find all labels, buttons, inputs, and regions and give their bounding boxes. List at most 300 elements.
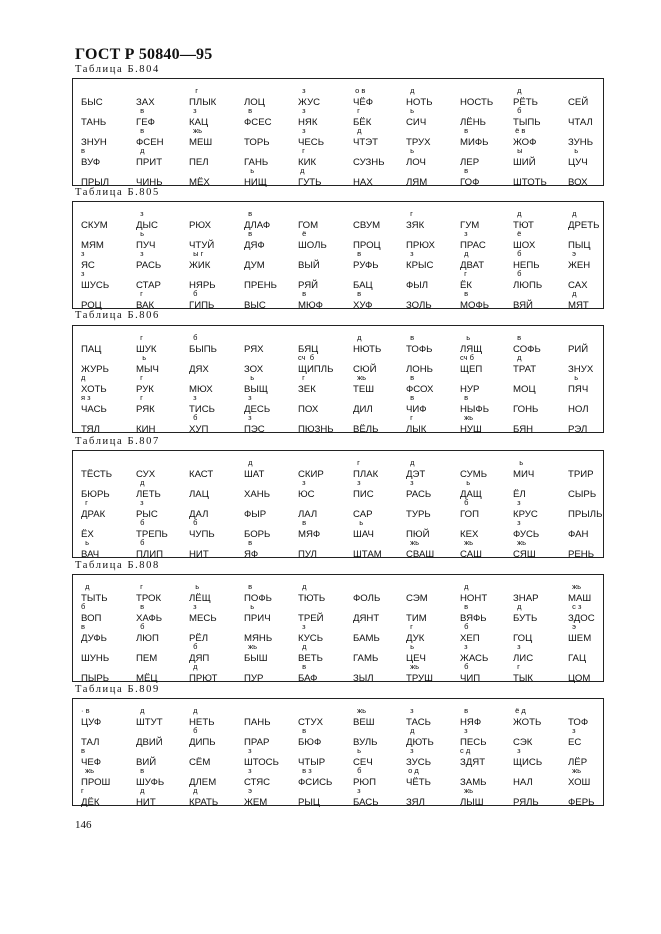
syllable-word: ДЯФ (244, 240, 265, 252)
error-marks: б (189, 518, 198, 527)
syllable-word: НЯРЬ (189, 280, 216, 292)
error-marks: д (353, 333, 362, 342)
error-marks: з (406, 249, 414, 258)
error-marks: в (406, 373, 415, 382)
error-marks: д (568, 209, 577, 218)
syllable-word: ВЫЩ (244, 384, 268, 396)
syllable-word: ЖЕН (568, 260, 591, 272)
syllable-word: СТЯС (244, 777, 271, 789)
syllable-word: ДВИЙ (136, 737, 163, 749)
syllable-word: ХОТЬ (81, 384, 107, 396)
syllable-word: ГОМ (298, 220, 319, 232)
syllable-word: ЩИСЬ (513, 757, 543, 769)
syllable-word: КИН (136, 424, 156, 436)
error-marks: о д (406, 766, 419, 775)
error-marks: ь (406, 146, 415, 155)
table-cell (564, 623, 628, 644)
error-marks: в (460, 602, 469, 611)
syllable-word: ДЯХ (189, 364, 209, 376)
error-marks: з (406, 478, 414, 487)
table-cell (564, 414, 628, 435)
error-marks: д (568, 289, 577, 298)
syllable-word: ТОФ (568, 717, 589, 729)
syllable-word: ЗОЛЬ (406, 300, 432, 312)
syllable-word: СВАШ (406, 549, 435, 561)
error-marks: г (460, 269, 467, 278)
syllable-word: ФСЕН (136, 137, 164, 149)
error-marks: в (298, 518, 307, 527)
syllable-word: МЯТ (568, 300, 589, 312)
syllable-word: НУШ (460, 424, 482, 436)
syllable-word: ГУТЬ (298, 177, 322, 189)
error-marks: ь (244, 602, 255, 611)
table-cell (564, 727, 628, 748)
syllable-word: ПЯЧ (568, 384, 589, 396)
syllable-word: БОРЬ (244, 529, 271, 541)
error-marks: · в (81, 706, 90, 715)
syllable-word: ДВАТ (460, 260, 485, 272)
syllable-word: ПЮЙ (406, 529, 430, 541)
syllable-word: ЛЕТЬ (136, 489, 161, 501)
error-marks: г (298, 146, 305, 155)
syllable-word: ВЕТЬ (298, 653, 323, 665)
error-marks: б (513, 269, 522, 278)
syllable-word: БЮФ (298, 737, 322, 749)
error-marks: в (353, 249, 362, 258)
error-marks: д (298, 582, 307, 591)
syllable-word: ДУК (406, 633, 425, 645)
syllable-word: ЛЮПЬ (513, 280, 543, 292)
error-marks: з (298, 86, 306, 95)
syllable-word: ФОЛЬ (353, 593, 381, 605)
error-marks: б (136, 538, 145, 547)
syllable-word: ЧАСЬ (81, 404, 107, 416)
error-marks: сч б (298, 353, 315, 362)
syllable-word: ВОП (81, 613, 102, 625)
syllable-word: РЫС (136, 509, 158, 521)
syllable-word: НЕПЬ (513, 260, 540, 272)
syllable-word: НАХ (353, 177, 373, 189)
syllable-word: НОНТ (460, 593, 488, 605)
error-marks: з (244, 393, 252, 402)
syllable-word: ПЕМ (136, 653, 158, 665)
syllable-word: КАЦ (189, 117, 209, 129)
error-marks: ы (513, 146, 523, 155)
syllable-word: ШТОСЬ (244, 757, 279, 769)
syllable-word: ШТОТЬ (513, 177, 547, 189)
error-marks: ь (406, 642, 415, 651)
table-cell (564, 479, 628, 500)
syllable-word: ЧЕФ (81, 757, 102, 769)
syllable-word: РЯЙ (298, 280, 319, 292)
syllable-word: БЯН (513, 424, 534, 436)
syllable-word: БАФ (298, 673, 318, 685)
table-cell (564, 147, 628, 168)
error-marks: з (189, 602, 197, 611)
syllable-word: ПЕЛ (189, 157, 209, 169)
syllable-word: ДИЛ (353, 404, 373, 416)
syllable-word: ЛЫК (406, 424, 427, 436)
error-marks: д (81, 373, 86, 382)
syllable-word: ШИЙ (513, 157, 536, 169)
syllable-word: МЯНЬ (244, 633, 273, 645)
syllable-word: МАШ (568, 593, 592, 605)
error-marks: ь (460, 478, 471, 487)
syllable-word: НАЛ (513, 777, 533, 789)
syllable-word: НОТЬ (406, 97, 433, 109)
syllable-word: ТАЛ (81, 737, 100, 749)
syllable-word: ПИС (353, 489, 374, 501)
error-marks: в з (298, 766, 312, 775)
error-marks: г (406, 622, 413, 631)
syllable-word: ТЫК (513, 673, 533, 685)
syllable-word: МЕСЬ (189, 613, 217, 625)
syllable-word: ПРЮТ (189, 673, 218, 685)
syllable-word: ЛАЛ (298, 509, 318, 521)
syllable-word: МЕШ (189, 137, 213, 149)
syllable-word: РЫЦ (298, 797, 320, 809)
error-marks: б (513, 249, 522, 258)
error-marks: в (460, 289, 469, 298)
syllable-word: ЛЁЩ (189, 593, 211, 605)
syllable-word: ПУР (244, 673, 264, 685)
syllable-word: ЗНАР (513, 593, 539, 605)
error-marks: г (136, 289, 143, 298)
error-marks: г (81, 786, 84, 795)
syllable-word: МЮХ (189, 384, 213, 396)
syllable-word: ЗЕК (298, 384, 316, 396)
error-marks: з (189, 106, 197, 115)
syllable-word: НИТ (189, 549, 209, 561)
syllable-word: ЁХ (81, 529, 94, 541)
word-table (72, 574, 604, 685)
syllable-word: СИЧ (406, 117, 427, 129)
syllable-word: СУХ (136, 469, 156, 481)
syllable-word: ФЕРЬ (568, 797, 595, 809)
table-cell (564, 270, 628, 291)
syllable-word: ДЯНТ (353, 613, 380, 625)
syllable-word: ВЕШ (353, 717, 375, 729)
error-marks: з (298, 478, 306, 487)
error-marks: в (298, 726, 307, 735)
error-marks: б (81, 602, 86, 611)
syllable-word: НЯК (298, 117, 318, 129)
syllable-word: РЁЛ (189, 633, 209, 645)
syllable-word: ЧУПЬ (189, 529, 215, 541)
syllable-word: БЮРЬ (81, 489, 110, 501)
syllable-word: ЗОХ (244, 364, 264, 376)
syllable-word: ЗАХ (136, 97, 155, 109)
error-marks: д (81, 582, 90, 591)
syllable-word: ГАЦ (568, 653, 587, 665)
syllable-word: ЖУРЬ (81, 364, 109, 376)
error-marks: г (513, 662, 520, 671)
error-marks: ь (136, 229, 145, 238)
error-marks: д (298, 642, 307, 651)
error-marks: г (136, 373, 143, 382)
error-marks: з (136, 498, 144, 507)
syllable-word: ТЮТ (513, 220, 534, 232)
error-marks: д (189, 706, 198, 715)
word-table (72, 450, 604, 561)
syllable-word: ЖИК (189, 260, 211, 272)
syllable-word: СКИР (298, 469, 324, 481)
syllable-word: ПУЛ (298, 549, 317, 561)
syllable-word: ПРЫЛЬ (568, 509, 603, 521)
syllable-word: ТРЕПЬ (136, 529, 168, 541)
error-marks: б (460, 498, 469, 507)
syllable-word: ЯФ (244, 549, 259, 561)
syllable-word: ЁЛ (513, 489, 526, 501)
syllable-word: ПЛАК (353, 469, 379, 481)
syllable-word: СВУМ (353, 220, 381, 232)
syllable-word: ТЁСТЬ (81, 469, 113, 481)
syllable-word: ЗДОС (568, 613, 595, 625)
syllable-word: ТРИР (568, 469, 594, 481)
error-marks: г (136, 582, 143, 591)
error-marks: жь (460, 538, 474, 547)
syllable-word: ПРИЧ (244, 613, 271, 625)
error-marks: з (244, 746, 252, 755)
syllable-word: ТАСЬ (406, 717, 431, 729)
syllable-word: ШОЛЬ (298, 240, 327, 252)
error-marks: г (81, 498, 88, 507)
error-marks: б (136, 622, 145, 631)
syllable-word: РЯЛЬ (513, 797, 539, 809)
syllable-word: МЯФ (298, 529, 321, 541)
error-marks: д (406, 726, 415, 735)
syllable-word: ЗНУХ (568, 364, 594, 376)
syllable-word: ПРЫЛ (81, 177, 110, 189)
syllable-word: РЯК (136, 404, 155, 416)
syllable-word: ЛОЧ (406, 157, 426, 169)
table-cell (564, 583, 628, 604)
syllable-word: СЭК (513, 737, 533, 749)
syllable-word: РУК (136, 384, 154, 396)
error-marks: в (244, 582, 253, 591)
error-marks: з (406, 746, 414, 755)
error-marks: б (460, 662, 469, 671)
error-marks: з (353, 786, 361, 795)
error-marks: ь (406, 106, 415, 115)
error-marks: в (81, 622, 85, 631)
syllable-word: ШТАМ (353, 549, 382, 561)
error-marks: ь (460, 333, 471, 342)
syllable-word: ЛЁНЬ (460, 117, 486, 129)
syllable-word: РЭЛ (568, 424, 588, 436)
error-marks: в (244, 106, 253, 115)
table-cell (564, 167, 628, 188)
syllable-word: ПРОЦ (353, 240, 381, 252)
table-cell (564, 539, 628, 560)
syllable-word: БАСЬ (353, 797, 379, 809)
syllable-word: ПОФЬ (244, 593, 272, 605)
syllable-word: ДАЛ (189, 509, 209, 521)
error-marks: жь (353, 373, 367, 382)
table-cell (564, 499, 628, 520)
table-label: Таблица Б.809 (75, 684, 160, 695)
syllable-word: ВЯФЬ (460, 613, 487, 625)
syllable-word: МЫЧ (136, 364, 159, 376)
syllable-word: ВЯЙ (513, 300, 533, 312)
table-cell (564, 603, 628, 624)
syllable-word: ДЕСЬ (244, 404, 271, 416)
syllable-word: КАСТ (189, 469, 214, 481)
syllable-word: ШАТ (244, 469, 265, 481)
syllable-word: БАМЬ (353, 633, 380, 645)
error-marks: в (244, 229, 253, 238)
syllable-word: ЦОМ (568, 673, 591, 685)
syllable-word: СЭМ (406, 593, 428, 605)
syllable-word: РЮХ (189, 220, 212, 232)
error-marks: д (298, 166, 305, 175)
syllable-word: ЦУЧ (568, 157, 588, 169)
error-marks: жь (568, 766, 582, 775)
error-marks: з (353, 478, 361, 487)
error-marks: в (406, 393, 415, 402)
syllable-word: БЯЦ (298, 344, 319, 356)
syllable-word: НЮТЬ (353, 344, 382, 356)
error-marks: э (568, 622, 576, 631)
syllable-word: ДУФЬ (81, 633, 107, 645)
error-marks: г (298, 373, 305, 382)
syllable-word: ЕС (568, 737, 582, 749)
syllable-word: ВЫЙ (298, 260, 320, 272)
syllable-word: ЖЕМ (244, 797, 268, 809)
error-marks: д (136, 706, 145, 715)
syllable-word: ДРЕТЬ (568, 220, 600, 232)
error-marks: жь (406, 662, 420, 671)
syllable-word: БАЦ (353, 280, 373, 292)
syllable-word: БЫПЬ (189, 344, 217, 356)
syllable-word: БЁК (353, 117, 372, 129)
table-cell (564, 643, 628, 664)
syllable-word: ВАЧ (81, 549, 100, 561)
page-number: 146 (75, 819, 92, 831)
syllable-word: ХУП (189, 424, 209, 436)
error-marks: д (244, 458, 253, 467)
error-marks: в (136, 126, 145, 135)
error-marks: з (460, 229, 468, 238)
syllable-word: ЧЁФ (353, 97, 374, 109)
error-marks: з (298, 622, 306, 631)
error-marks: э (244, 786, 252, 795)
error-marks: д (189, 786, 198, 795)
error-marks: з (244, 766, 252, 775)
syllable-word: МИФЬ (460, 137, 489, 149)
syllable-word: РАСЬ (136, 260, 162, 272)
syllable-word: ПРЕНЬ (244, 280, 277, 292)
error-marks: з (406, 706, 414, 715)
syllable-word: ДЛЕМ (189, 777, 217, 789)
syllable-word: ГОФ (460, 177, 480, 189)
error-marks: жь (568, 582, 582, 591)
syllable-word: ТЯЛ (81, 424, 100, 436)
error-marks: з (81, 249, 85, 258)
syllable-word: ТРЕЙ (298, 613, 324, 625)
syllable-word: ГАМЬ (353, 653, 379, 665)
syllable-word: ТЕШ (353, 384, 375, 396)
table-cell (564, 107, 628, 128)
error-marks: жь (353, 706, 367, 715)
syllable-word: ЗЯК (406, 220, 425, 232)
syllable-word: ТРОК (136, 593, 162, 605)
error-marks: ь (81, 538, 90, 547)
syllable-word: ДУМ (244, 260, 265, 272)
table-cell (564, 747, 628, 768)
syllable-word: ХАФЬ (136, 613, 163, 625)
table-label: Таблица Б.804 (75, 64, 160, 75)
error-marks: ё д (513, 706, 526, 715)
table-cell (564, 250, 628, 271)
syllable-word: ТЫПЬ (513, 117, 541, 129)
table-cell (564, 787, 628, 808)
syllable-word: ШУК (136, 344, 157, 356)
error-marks: э (568, 249, 576, 258)
syllable-word: ЛОЦ (244, 97, 265, 109)
syllable-word: ЗУНЬ (568, 137, 594, 149)
error-marks: в (136, 106, 145, 115)
error-marks: г (189, 86, 198, 95)
error-marks: ё в (513, 126, 526, 135)
syllable-word: ТАНЬ (81, 117, 107, 129)
error-marks: б (189, 642, 198, 651)
error-marks: з (244, 413, 252, 422)
error-marks: з (513, 642, 521, 651)
error-marks: з (513, 498, 521, 507)
syllable-word: НЫФЬ (460, 404, 490, 416)
error-marks: з (513, 518, 521, 527)
syllable-word: ХУФ (353, 300, 373, 312)
syllable-word: ТРУХ (406, 137, 431, 149)
syllable-word: МЁЦ (136, 673, 158, 685)
syllable-word: КУСЬ (298, 633, 324, 645)
error-marks: г (353, 458, 360, 467)
syllable-word: ЩИПЛЬ (298, 364, 334, 376)
error-marks: в (244, 209, 253, 218)
error-marks: б (353, 766, 362, 775)
syllable-word: РЕНЬ (568, 549, 595, 561)
error-marks: б (189, 726, 198, 735)
error-marks: в (406, 333, 415, 342)
syllable-word: СТАР (136, 280, 161, 292)
syllable-word: ТОРЬ (244, 137, 270, 149)
word-table (72, 698, 604, 809)
error-marks: д (136, 786, 145, 795)
syllable-word: ФУСЬ (513, 529, 540, 541)
syllable-word: ЧТЭТ (353, 137, 379, 149)
syllable-word: ДЛАФ (244, 220, 271, 232)
error-marks: ё (513, 229, 522, 238)
syllable-word: НУР (460, 384, 480, 396)
error-marks: д (136, 146, 145, 155)
syllable-word: НИТ (136, 797, 156, 809)
error-marks: в (136, 766, 145, 775)
syllable-word: РЯХ (244, 344, 264, 356)
error-marks: ь (244, 373, 255, 382)
error-marks: з (513, 746, 521, 755)
syllable-word: САШ (460, 549, 482, 561)
error-marks: в (81, 146, 85, 155)
syllable-word: РАСЬ (406, 489, 432, 501)
syllable-word: ДЭТ (406, 469, 426, 481)
word-table (72, 325, 604, 436)
error-marks: б (513, 106, 522, 115)
page-header: ГОСТ Р 50840—95 (75, 46, 213, 63)
error-marks: жь (81, 766, 95, 775)
syllable-word: ПРАР (244, 737, 270, 749)
error-marks: жь (244, 642, 258, 651)
